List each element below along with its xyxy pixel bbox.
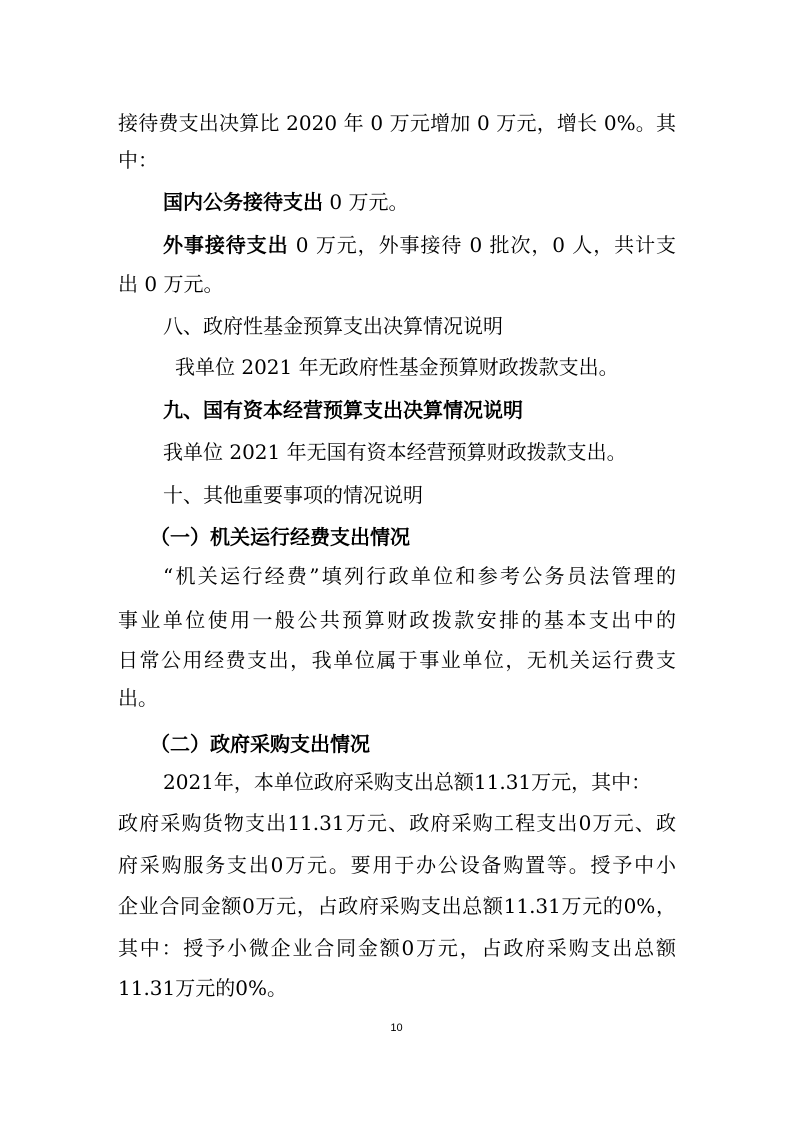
paragraph-line: [118, 146, 793, 174]
line-text: 出 0 万元。: [118, 272, 224, 296]
line-text: 11.31万元的0%。: [118, 976, 287, 1000]
paragraph-line: [118, 974, 793, 1002]
line-text: 日常公用经费支出，我单位属于事业单位，无机关运行费支: [118, 648, 676, 672]
paragraph-line: [163, 768, 793, 796]
line-text: 出。: [118, 686, 158, 710]
subsection-heading: [150, 730, 793, 758]
paragraph-line: [118, 684, 793, 712]
paragraph-line: [118, 934, 676, 962]
line-text: 0 万元。: [323, 190, 409, 214]
paragraph-line: [175, 353, 793, 381]
line-text: 0 万元，外事接待 0 批次，0 人，共计支: [288, 233, 676, 257]
paragraph-line: [118, 646, 676, 674]
bold-lead: 国内公务接待支出: [163, 190, 323, 214]
line-text: 其中：授予小微企业合同金额0万元，占政府采购支出总额: [118, 936, 676, 960]
line-text: 政府采购货物支出11.31万元、政府采购工程支出0万元、政: [118, 811, 676, 835]
paragraph-line: [118, 270, 793, 298]
paragraph-line: [118, 851, 676, 879]
paragraph-line: [163, 231, 676, 259]
paragraph-line: [118, 809, 676, 837]
paragraph-line: [118, 606, 676, 634]
line-text: 府采购服务支出0万元。要用于办公设备购置等。授予中小: [118, 853, 676, 877]
line-text: 企业合同金额0万元，占政府采购支出总额11.31万元的0%，: [118, 894, 676, 918]
section-heading: [163, 481, 793, 509]
paragraph-line: [118, 892, 676, 920]
paragraph-line: [163, 438, 793, 466]
subsection-heading: [150, 523, 793, 551]
line-text: 八、政府性基金预算支出决算情况说明: [163, 314, 503, 338]
line-text: 我单位 2021 年无政府性基金预算财政拨款支出。: [175, 355, 619, 379]
line-text: 我单位 2021 年无国有资本经营预算财政拨款支出。: [163, 440, 627, 464]
line-text: 2021年，本单位政府采购支出总额11.31万元，其中：: [163, 770, 652, 794]
bold-lead: 九、国有资本经营预算支出决算情况说明: [163, 398, 523, 422]
bold-lead: （二）政府采购支出情况: [150, 732, 370, 756]
paragraph-line: [163, 188, 793, 216]
line-text: 中：: [118, 148, 158, 172]
line-text: 事业单位使用一般公共预算财政拨款安排的基本支出中的: [118, 608, 676, 632]
line-text: 十、其他重要事项的情况说明: [163, 483, 423, 507]
bold-lead: 外事接待支出: [163, 233, 289, 257]
section-heading: [163, 312, 793, 340]
paragraph-line: [118, 109, 676, 137]
page-number: 10: [390, 1022, 403, 1034]
line-text: “机关运行经费”填列行政单位和参考公务员法管理的: [163, 564, 676, 588]
paragraph-line: [163, 562, 676, 590]
bold-lead: （一）机关运行经费支出情况: [150, 525, 410, 549]
section-heading: [163, 396, 793, 424]
line-text: 接待费支出决算比 2020 年 0 万元增加 0 万元，增长 0%。其: [118, 111, 676, 135]
